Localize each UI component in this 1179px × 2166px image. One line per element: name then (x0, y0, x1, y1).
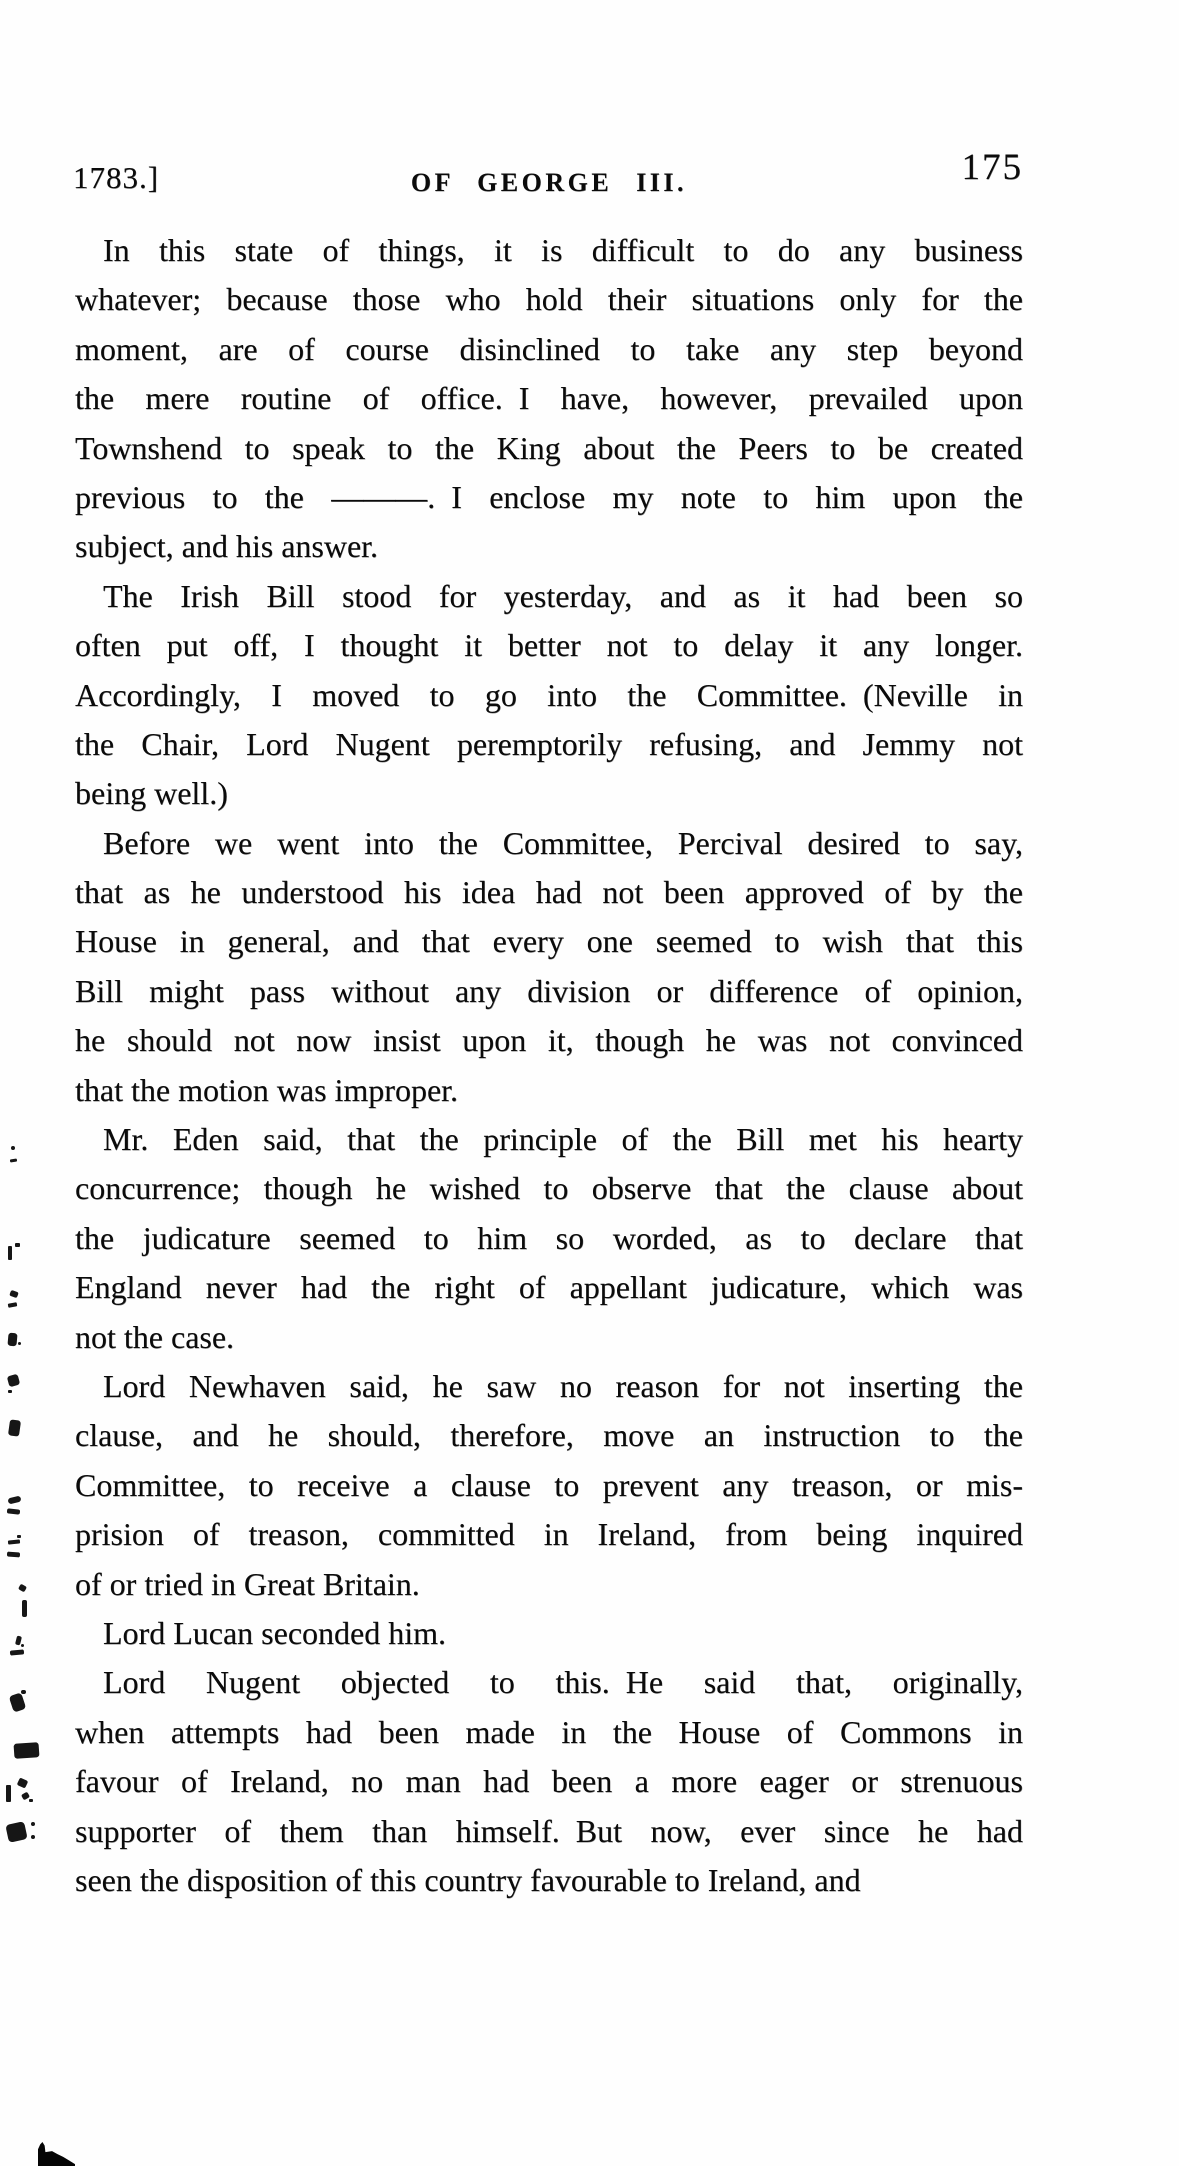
ink-speck (8, 1246, 12, 1260)
page-number: 175 (961, 147, 1023, 188)
text-line: being well.) (75, 775, 228, 812)
text-line: England never had the right of appellant judicature, which was (75, 1269, 1023, 1306)
ink-speck (21, 1644, 24, 1647)
ink-speck (18, 1584, 27, 1593)
text-line: subject, and his answer. (75, 528, 379, 565)
ink-speck (7, 1508, 20, 1514)
text-line: the mere routine of office. I have, however, prevailed upon (75, 380, 1023, 417)
text-line: the Chair, Lord Nugent peremptorily refusing, and Jemmy not (75, 725, 1023, 762)
ink-speck (8, 1419, 21, 1436)
text-line: he should not now insist upon it, though he was not convinced (75, 1022, 1023, 1059)
paragraph (75, 226, 1023, 572)
text-line: Accordingly, I moved to go into the Committee. (Neville in (75, 676, 1023, 713)
paragraph (75, 1609, 1023, 1658)
ink-speck (31, 1822, 35, 1826)
running-title: OF GEORGE III. (410, 168, 688, 197)
text-line: previous to the ———. I enclose my note to him upon the (75, 478, 1023, 515)
ink-speck (18, 1342, 21, 1345)
ink-speck (6, 1785, 11, 1802)
text-line: supporter of them than himself. But now, ever since he had (75, 1812, 1023, 1849)
text-line: House in general, and that every one seemed to wish that this (75, 923, 1023, 960)
paragraph (75, 1362, 1023, 1609)
header-year: 1783.] (73, 160, 160, 195)
ink-speck (15, 1243, 20, 1247)
ink-speck (14, 1742, 40, 1759)
paragraph (75, 1658, 1023, 1905)
ink-speck (7, 1374, 20, 1387)
text-line: of or tried in Great Britain. (75, 1565, 420, 1602)
ink-speck (17, 1535, 21, 1538)
ink-speck (5, 1821, 27, 1843)
ink-speck (17, 1777, 29, 1788)
ink-speck (10, 1159, 17, 1163)
text-line: The Irish Bill stood for yesterday, and as it had been so (103, 577, 1023, 614)
paragraph (75, 572, 1023, 819)
corner-ink-blot (38, 2142, 75, 2166)
text-line: Townshend to speak to the King about the Peers to be created (75, 429, 1023, 466)
ink-speck (9, 1692, 27, 1712)
ink-speck (10, 1649, 24, 1655)
text-line: clause, and he should, therefore, move an instruction to the (75, 1417, 1023, 1454)
ink-speck (7, 1552, 20, 1558)
ink-speck (8, 1302, 18, 1308)
text-line: prision of treason, committed in Ireland, from being inquired (75, 1516, 1023, 1553)
text-line: In this state of things, it is difficult to do any business (103, 232, 1023, 268)
page-body (75, 226, 1023, 1905)
text-line: favour of Ireland, no man had been a more eager or strenuous (75, 1763, 1023, 1800)
text-line: seen the disposition of this country favourable to Ireland, and (75, 1861, 861, 1898)
ink-speck (7, 1496, 21, 1505)
text-line: often put off, I thought it better not to delay it any longer. (75, 627, 1023, 664)
ink-speck (7, 1333, 17, 1347)
ink-speck (29, 1799, 33, 1802)
ink-speck (21, 1690, 26, 1694)
ink-speck (8, 1539, 20, 1544)
ink-speck (22, 1600, 27, 1617)
text-line: Lord Newhaven said, he saw no reason for not inserting the (103, 1367, 1023, 1404)
text-line: Bill might pass without any division or difference of opinion, (75, 972, 1023, 1009)
text-line: not the case. (75, 1318, 235, 1355)
ink-speck (8, 1390, 12, 1393)
text-line: moment, are of course disinclined to take any step beyond (75, 330, 1023, 367)
text-line: Lord Nugent objected to this. He said that, originally, (103, 1664, 1023, 1701)
ink-speck (31, 1835, 35, 1839)
paragraph (75, 819, 1023, 1115)
text-line: Before we went into the Committee, Percival desired to say, (103, 824, 1023, 861)
text-line: that the motion was improper. (75, 1071, 459, 1108)
ink-speck (9, 1290, 19, 1298)
text-line: Mr. Eden said, that the principle of the Bill met his hearty (103, 1121, 1023, 1158)
text-line: the judicature seemed to him so worded, as to declare that (75, 1219, 1023, 1256)
paragraph (75, 1115, 1023, 1362)
text-line: whatever; because those who hold their situations only for the (75, 281, 1023, 318)
text-line: Committee, to receive a clause to prevent any treason, or mis- (75, 1466, 1023, 1503)
text-line: concurrence; though he wished to observe that the clause about (75, 1170, 1023, 1207)
ink-speck (11, 1146, 15, 1150)
text-line: when attempts had been made in the House of Commons in (75, 1713, 1023, 1750)
text-line: that as he understood his idea had not been approved of by the (75, 874, 1023, 911)
text-line: Lord Lucan seconded him. (103, 1614, 446, 1651)
